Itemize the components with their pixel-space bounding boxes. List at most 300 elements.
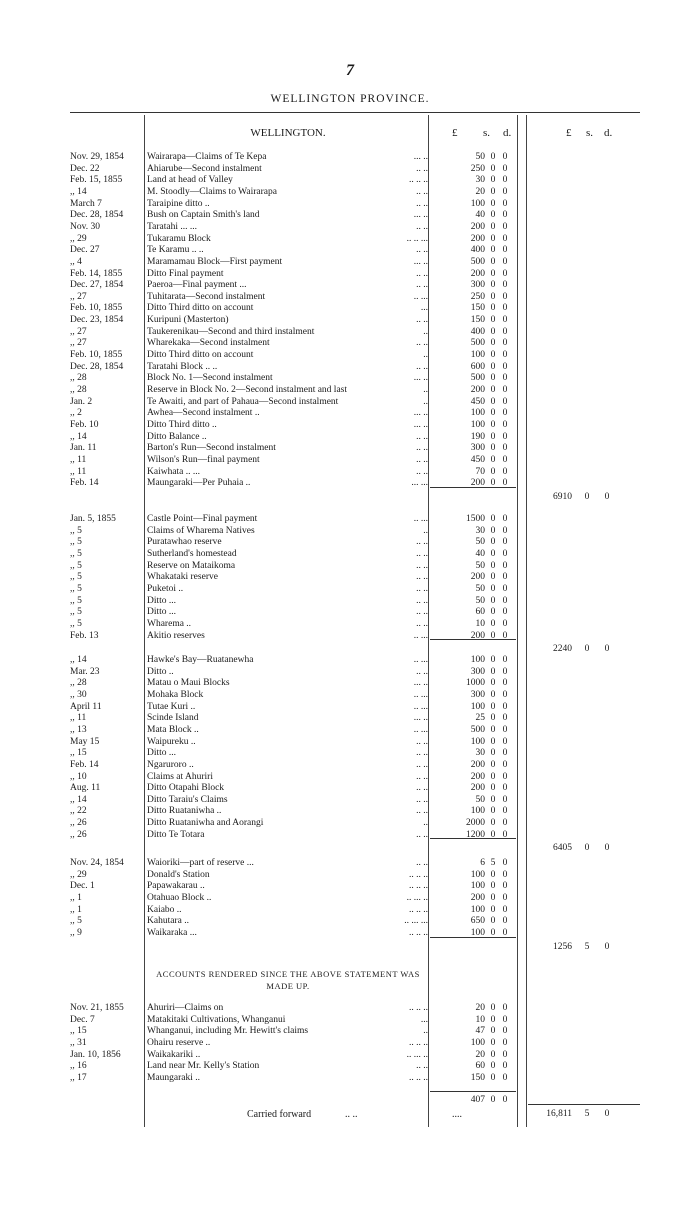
row-pounds: 100 [470,869,485,880]
row-description: Ditto Te Totara [147,829,205,840]
row-pence: 0 [502,221,508,232]
row-date: ,, 29 [70,869,87,880]
accounts-heading: ACCOUNTS RENDERED SINCE THE ABOVE STATEMENT WAS MADE UP. [156,969,420,991]
ledger-row [0,678,700,689]
row-description: Ahiarube—Second instalment [147,163,262,174]
row-pounds: 20 [475,186,485,197]
row-description: Mata Block .. [147,724,199,735]
ledger-row [0,280,700,291]
row-dots: .. .. [416,163,428,174]
subtotal-value: 0 [584,644,590,655]
row-shillings: 0 [490,560,496,571]
ledger-row [0,713,700,724]
row-description: Wharekaka—Second instalment [147,338,270,349]
row-date: ,, 11 [70,454,87,465]
row-pence: 0 [502,186,508,197]
row-pence: 0 [502,572,508,583]
row-pence: 0 [502,829,508,840]
row-pounds: 70 [475,466,485,477]
row-pence: 0 [502,771,508,782]
row-shillings: 0 [490,829,496,840]
ledger-row [0,187,700,198]
row-pence: 0 [502,1026,508,1037]
row-pence: 0 [502,350,508,361]
row-description: Taratahi Block .. .. [147,361,218,372]
row-description: Ditto Balance .. [147,431,207,442]
row-shillings: 0 [490,210,496,221]
row-date: May 15 [70,736,100,747]
ledger-row [0,916,700,927]
row-description: Ditto Final payment [147,268,224,279]
ledger-row [0,596,700,607]
ledger-row [0,870,700,881]
row-dots: .. .. [416,583,428,594]
ledger-row [0,806,700,817]
row-dots: .. .. .. [409,1037,428,1048]
row-description: Ditto Ruataniwha .. [147,806,222,817]
ledger-row [0,830,700,841]
row-shillings: 0 [490,548,496,559]
row-date: Feb. 15, 1855 [70,175,123,186]
row-pence: 0 [502,478,508,489]
row-dots: .. [423,350,428,361]
row-pence: 0 [502,361,508,372]
row-date: Jan. 2 [70,396,93,407]
section-title: WELLINGTON. [250,127,326,139]
row-description: Otahuao Block .. [147,892,212,903]
row-dots: .. [423,385,428,395]
row-date: ,, 29 [70,233,87,244]
row-date: Aug. 11 [70,783,101,794]
row-shillings: 0 [490,713,496,724]
row-pounds: 60 [475,1061,485,1072]
row-shillings: 0 [490,408,496,419]
row-description: Ohairu reserve .. [147,1037,211,1048]
row-shillings: 0 [490,478,496,489]
ledger-row [0,1015,700,1026]
subtotal-value: 6910 [553,491,572,502]
row-date: ,, 11 [70,713,87,724]
row-description: Ditto Third ditto on account [147,303,254,314]
accounts-rule [430,1091,516,1092]
row-pounds: 200 [470,268,485,279]
row-shillings: 0 [490,736,496,747]
row-shillings: 0 [490,419,496,430]
row-date: ,, 5 [70,607,82,618]
ledger-row [0,327,700,338]
row-shillings: 5 [490,858,496,868]
row-date: ,, 1 [70,892,82,903]
row-pounds: 10 [475,1014,485,1025]
ledger-row [0,245,700,256]
subtotal-value: 0 [604,843,610,854]
row-dots: .. .. [416,268,428,279]
row-pounds: 50 [475,537,485,548]
row-pounds: 500 [470,373,485,384]
row-pounds: 30 [475,525,485,536]
row-date: ,, 31 [70,1037,87,1048]
row-date: ,, 14 [70,655,87,665]
row-description: Ditto ... [147,595,177,606]
row-pence: 0 [502,431,508,442]
ledger-row [0,893,700,904]
row-dots: .. .. [416,618,428,629]
ledger-row [0,1050,700,1061]
ledger-row [0,881,700,892]
subtotal-value: 0 [604,941,610,952]
row-pence: 0 [502,904,508,915]
row-pence: 0 [502,916,508,927]
ledger-row [0,420,700,431]
ledger-row [0,607,700,618]
row-dots: .. .. [416,759,428,770]
row-date: ,, 2 [70,408,82,419]
row-description: Block No. 1—Second instalment [147,373,273,384]
row-pence: 0 [502,466,508,477]
ledger-row [0,783,700,794]
row-pence: 0 [502,198,508,209]
row-pounds: 100 [470,419,485,430]
row-pence: 0 [502,666,508,677]
row-pounds: 50 [475,560,485,571]
ledger-row [0,362,700,373]
row-pounds: 650 [470,916,485,927]
row-description: Ditto .. [147,666,174,677]
ledger-row [0,373,700,384]
row-description: Tukaramu Block [147,233,211,244]
header-sub-shillings: s. [586,127,594,139]
row-shillings: 0 [490,666,496,677]
row-pounds: 450 [470,396,485,407]
row-pence: 0 [502,736,508,747]
ledger-row [0,1003,700,1014]
row-description: Reserve in Block No. 2—Second instalment and last [147,385,347,395]
row-pence: 0 [502,175,508,186]
row-date: ,, 1 [70,904,82,915]
row-pence: 0 [502,454,508,465]
row-shillings: 0 [490,431,496,442]
row-dots: ... [420,1014,428,1025]
row-date: Feb. 13 [70,630,99,641]
ledger-row [0,737,700,748]
row-pence: 0 [502,152,508,162]
row-date: ,, 5 [70,595,82,606]
row-dots: .. .. [416,666,428,677]
row-pounds: 450 [470,454,485,465]
row-shillings: 0 [490,198,496,209]
row-pounds: 100 [470,655,485,665]
ledger-row [0,655,700,666]
amount-rule [430,639,516,640]
row-shillings: 0 [490,1061,496,1072]
row-date: ,, 28 [70,385,87,395]
ledger-row [0,631,700,642]
row-dots: .. .. .. [409,1072,428,1083]
ledger-row [0,175,700,186]
accounts-total-value: 407 [470,1094,485,1105]
row-shillings: 0 [490,338,496,349]
row-shillings: 0 [490,655,496,665]
row-pounds: 50 [475,595,485,606]
ledger-row [0,1038,700,1049]
row-description: Waikaraka ... [147,927,197,938]
row-shillings: 0 [490,152,496,162]
row-date: ,, 9 [70,927,82,938]
row-pence: 0 [502,607,508,618]
row-pence: 0 [502,583,508,594]
row-description: Sutherland's homestead [147,548,237,559]
row-pence: 0 [502,315,508,326]
row-description: Te Karamu .. .. [147,245,204,256]
ledger-row [0,257,700,268]
row-date: ,, 5 [70,583,82,594]
row-dots: ... [420,303,428,314]
row-dots: .. ... ... [404,916,428,927]
row-dots: .. .. [416,1061,428,1072]
ledger-row [0,905,700,916]
row-pence: 0 [502,326,508,337]
ledger-row [0,455,700,466]
row-pounds: 250 [470,163,485,174]
row-pence: 0 [502,1014,508,1025]
row-pounds: 40 [475,210,485,221]
ledger-row [0,397,700,408]
header-sub-pence: d. [604,127,613,139]
row-dots: .. ... [413,514,428,524]
ledger-row [0,1073,700,1084]
ledger-row [0,315,700,326]
top-rule [70,112,640,113]
row-date: Dec. 23, 1854 [70,315,124,326]
row-pounds: 47 [475,1026,485,1037]
row-shillings: 0 [490,689,496,700]
row-description: Hawke's Bay—Ruatanewha [147,655,254,665]
row-pence: 0 [502,927,508,938]
row-description: Waipureku .. [147,736,196,747]
row-date: Jan. 10, 1856 [70,1049,121,1060]
row-date: March 7 [70,198,102,209]
row-pence: 0 [502,163,508,174]
row-description: Ditto ... [147,748,177,759]
row-date: ,, 11 [70,466,87,477]
row-dots: .. .. [416,783,428,794]
row-date: Dec. 22 [70,163,100,174]
row-description: Barton's Run—Second instalment [147,443,276,454]
row-shillings: 0 [490,701,496,712]
row-dots: .. .. [416,560,428,571]
row-date: Nov. 21, 1855 [70,1003,124,1013]
row-pounds: 300 [470,280,485,291]
row-pounds: 150 [470,303,485,314]
row-shillings: 0 [490,630,496,641]
row-pounds: 200 [470,385,485,395]
row-description: Ditto ... [147,607,177,618]
row-dots: ... .. [413,678,428,689]
row-dots: .. .. .. [409,904,428,915]
row-pounds: 50 [475,152,485,162]
subtotal-value: 0 [584,843,590,854]
ledger-row [0,210,700,221]
ledger-row [0,818,700,829]
row-pence: 0 [502,595,508,606]
row-shillings: 0 [490,373,496,384]
accounts-total-value: 0 [490,1094,496,1105]
row-pounds: 200 [470,892,485,903]
row-description: Bush on Captain Smith's land [147,210,260,221]
row-description: Wairarapa—Claims of Te Kepa [147,152,267,162]
row-shillings: 0 [490,1014,496,1025]
row-shillings: 0 [490,595,496,606]
row-date: ,, 27 [70,326,87,337]
row-description: Maungaraki—Per Puhaia .. [147,478,251,489]
amount-rule [430,487,516,488]
row-pence: 0 [502,280,508,291]
row-dots: .. ... [413,655,428,665]
row-dots: .. ... .. [406,1049,428,1060]
row-description: Castle Point—Final payment [147,514,258,524]
row-pence: 0 [502,245,508,256]
row-dots: .. .. [416,245,428,256]
carried-forward-dots: .. .. [345,1109,358,1120]
row-pounds: 100 [470,1037,485,1048]
row-shillings: 0 [490,303,496,314]
row-pounds: 100 [470,198,485,209]
row-date: Jan. 5, 1855 [70,514,116,524]
row-date: ,, 5 [70,537,82,548]
row-dots: .. .. [416,595,428,606]
row-shillings: 0 [490,904,496,915]
row-pence: 0 [502,560,508,571]
ledger-row [0,292,700,303]
row-shillings: 0 [490,245,496,256]
row-pounds: 100 [470,806,485,817]
row-date: ,, 27 [70,291,87,302]
row-pence: 0 [502,869,508,880]
row-shillings: 0 [490,881,496,892]
row-pounds: 50 [475,794,485,805]
row-pence: 0 [502,701,508,712]
subtotal-value: 0 [584,491,590,502]
row-dots: .. .. [416,466,428,477]
row-pounds: 200 [470,771,485,782]
page-number: 7 [346,62,354,79]
row-date: Feb. 14 [70,478,99,489]
row-pence: 0 [502,291,508,302]
row-dots: ... .. [413,210,428,221]
row-date: ,, 5 [70,525,82,536]
row-shillings: 0 [490,618,496,629]
row-shillings: 0 [490,783,496,794]
row-dots: ... .. [413,373,428,384]
row-pounds: 200 [470,630,485,641]
row-date: Nov. 29, 1854 [70,152,124,162]
row-shillings: 0 [490,794,496,805]
row-shillings: 0 [490,748,496,759]
ledger-row [0,526,700,537]
row-shillings: 0 [490,771,496,782]
row-pounds: 200 [470,221,485,232]
row-shillings: 0 [490,537,496,548]
row-dots: .. .. [416,338,428,349]
row-description: Ditto Third ditto on account [147,350,254,361]
row-description: Paeroa—Final payment ... [147,280,247,291]
carried-forward-label: Carried forward [247,1109,312,1120]
row-dots: .. .. [416,794,428,805]
row-pounds: 50 [475,583,485,594]
row-pence: 0 [502,724,508,735]
row-description: Matau o Maui Blocks [147,678,230,689]
row-date: ,, 5 [70,560,82,571]
row-description: Matakitaki Cultivations, Whanganui [147,1014,286,1025]
ledger-row [0,467,700,478]
row-pence: 0 [502,678,508,689]
row-shillings: 0 [490,806,496,817]
row-description: Ahuriri—Claims on [147,1003,224,1013]
row-description: Ngaruroro .. [147,759,194,770]
row-pence: 0 [502,1072,508,1083]
row-dots: .. .. [416,572,428,583]
row-pounds: 190 [470,431,485,442]
row-date: Dec. 28, 1854 [70,361,124,372]
row-dots: .. .. [416,748,428,759]
row-pounds: 500 [470,724,485,735]
row-pounds: 200 [470,759,485,770]
row-date: ,, 14 [70,794,87,805]
row-description: Claims at Ahuriri [147,771,213,782]
row-dots: .. ... [413,630,428,641]
row-shillings: 0 [490,607,496,618]
row-pence: 0 [502,303,508,314]
ledger-row [0,1026,700,1037]
row-pounds: 400 [470,245,485,256]
row-pence: 0 [502,210,508,221]
row-pence: 0 [502,408,508,419]
row-date: Feb. 10 [70,419,99,430]
row-description: Awhea—Second instalment .. [147,408,260,419]
row-pounds: 200 [470,478,485,489]
row-date: ,, 17 [70,1072,87,1083]
row-pence: 0 [502,858,508,868]
ledger-row [0,549,700,560]
row-pence: 0 [502,233,508,244]
row-dots: .. .. .. [409,869,428,880]
row-date: ,, 28 [70,373,87,384]
row-shillings: 0 [490,350,496,361]
row-date: ,, 10 [70,771,87,782]
row-pence: 0 [502,892,508,903]
row-pounds: 500 [470,256,485,267]
row-dots: ... ... [411,478,428,489]
ledger-row [0,432,700,443]
ledger-row [0,584,700,595]
row-dots: .. .. ... [406,233,428,244]
row-shillings: 0 [490,291,496,302]
subtotal-value: 6405 [553,843,572,854]
ledger-row [0,408,700,419]
row-date: ,, 14 [70,186,87,197]
row-description: Waioriki—part of reserve ... [147,858,254,868]
row-pounds: 400 [470,326,485,337]
row-pounds: 10 [475,618,485,629]
row-description: Taraipine ditto .. [147,198,210,209]
row-dots: .. .. [416,431,428,442]
row-shillings: 0 [490,268,496,279]
ledger-row [0,514,700,525]
amount-rule [430,838,516,839]
row-date: ,, 14 [70,431,87,442]
row-dots: .. .. .. [409,175,428,186]
row-dots: .. ... [413,701,428,712]
